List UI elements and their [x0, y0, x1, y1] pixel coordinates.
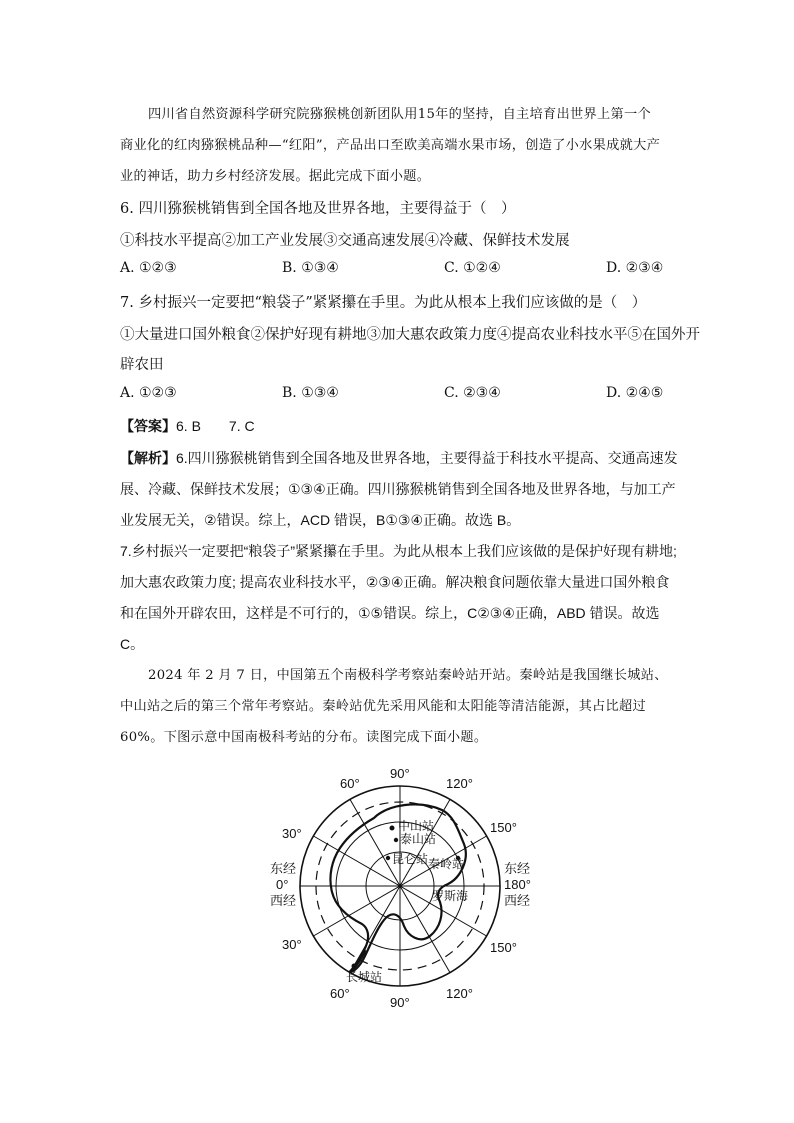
analysis-line-6: 和在国外开辟农田，这样是不可行的，①⑤错误。综上，C②③④正确，ABD 错误。故选 — [120, 605, 660, 621]
label-left-0: 0° — [276, 877, 289, 892]
taishan-marker — [394, 838, 398, 842]
label-right-150b: 150° — [490, 940, 517, 955]
q6-option-a: A. ①②③ — [120, 260, 177, 276]
passage2-line-3: 60%。下图示意中国南极科考站的分布。读图完成下面小题。 — [120, 730, 488, 745]
analysis-line-3: 业发展无关，②错误。综上，ACD 错误，B①③④正确。故选 B。 — [120, 512, 521, 528]
question-7-stem: 7. 乡村振兴一定要把“粮袋子”紧紧攥在手里。为此从根本上我们应该做的是（ ） — [120, 295, 647, 311]
passage2-line-1: 2024 年 2 月 7 日，中国第五个南极科学考察站秦岭站开站。秦岭站是我国继长城站、 — [148, 668, 668, 683]
label-right-150: 150° — [490, 820, 517, 835]
question-7-items-line-2: 辟农田 — [120, 357, 164, 373]
changcheng-label: 长城站 — [346, 970, 383, 984]
analysis-line-4: 7.乡村振兴一定要把“粮袋子”紧紧攥在手里。为此从根本上我们应该做的是保护好现有耕地; — [120, 543, 677, 559]
label-left-30: 30° — [282, 826, 302, 841]
label-bottom-90: 90° — [390, 995, 410, 1010]
passage2-line-2: 中山站之后的第三个常年考察站。秦岭站优先采用风能和太阳能等清洁能源，其占比超过 — [120, 699, 647, 714]
q6-option-d: D. ②③④ — [606, 260, 664, 276]
analysis-text-1: 6.四川猕猴桃销售到全国各地及世界各地，主要得益于科技水平提高、交通高速发 — [176, 450, 678, 466]
analysis-line-7: C。 — [120, 636, 145, 652]
label-bottom-120: 120° — [446, 986, 473, 1001]
answer-text: 6. B 7. C — [176, 418, 255, 434]
ross-sea-label: 罗斯海 — [432, 889, 469, 903]
passage1-line-3: 业的神话，助力乡村经济发展。据此完成下面小题。 — [120, 169, 431, 184]
label-bottom-60: 60° — [330, 986, 350, 1001]
passage1-line-1: 四川省自然资源科学研究院猕猴桃创新团队用15年的坚持，自主培育出世界上第一个 — [148, 107, 651, 122]
label-left-30b: 30° — [282, 937, 302, 952]
passage1-line-2: 商业化的红肉猕猴桃品种—“红阳”，产品出口至欧美高端水果市场，创造了小水果成就大产 — [120, 138, 661, 153]
antarctic-station-map — [270, 760, 540, 1010]
label-left-west: 西经 — [270, 893, 297, 908]
label-left-east: 东经 — [270, 861, 297, 876]
label-right-180: 180° — [504, 877, 531, 892]
analysis-line-5: 加大惠农政策力度; 提高农业科技水平，②③④正确。解决粮食问题依靠大量进口国外粮食 — [120, 574, 670, 590]
q6-option-b: B. ①③④ — [282, 260, 339, 276]
label-right-east: 东经 — [504, 861, 531, 876]
answer-label: 【答案】 — [120, 418, 176, 434]
analysis-label: 【解析】 — [120, 450, 176, 466]
question-6-stem: 6. 四川猕猴桃销售到全国各地及世界各地，主要得益于（ ） — [120, 201, 516, 217]
question-6-items: ①科技水平提高②加工产业发展③交通高速发展④冷藏、保鲜技术发展 — [120, 233, 570, 249]
q6-option-c: C. ①②④ — [444, 260, 501, 276]
zhongshan-label: 中山站 — [398, 819, 435, 833]
question-6-options — [120, 260, 680, 280]
q7-option-b: B. ①③④ — [282, 385, 339, 401]
q7-option-c: C. ②③④ — [444, 385, 501, 401]
analysis-line-1 — [120, 448, 680, 468]
label-top-90: 90° — [390, 766, 410, 781]
question-7-items-line-1: ①大量进口国外粮食②保护好现有耕地③加大惠农政策力度④提高农业科技水平⑤在国外开 — [120, 327, 700, 343]
taishan-label: 泰山站 — [400, 832, 437, 846]
label-top-120: 120° — [446, 776, 473, 791]
kunlun-marker — [386, 856, 390, 860]
answer-line — [120, 416, 680, 436]
q7-option-a: A. ①②③ — [120, 385, 177, 401]
question-7-options — [120, 385, 680, 405]
analysis-line-2: 展、冷藏、保鲜技术发展；①③④正确。四川猕猴桃销售到全国各地及世界各地，与加工产 — [120, 481, 676, 497]
label-right-west: 西经 — [504, 893, 531, 908]
qinling-label: 秦岭站 — [428, 857, 465, 871]
label-top-60: 60° — [340, 776, 360, 791]
q7-option-d: D. ②④⑤ — [606, 385, 664, 401]
changcheng-marker — [352, 964, 357, 969]
zhongshan-marker — [390, 826, 395, 831]
kunlun-label: 昆仑站 — [392, 852, 429, 866]
